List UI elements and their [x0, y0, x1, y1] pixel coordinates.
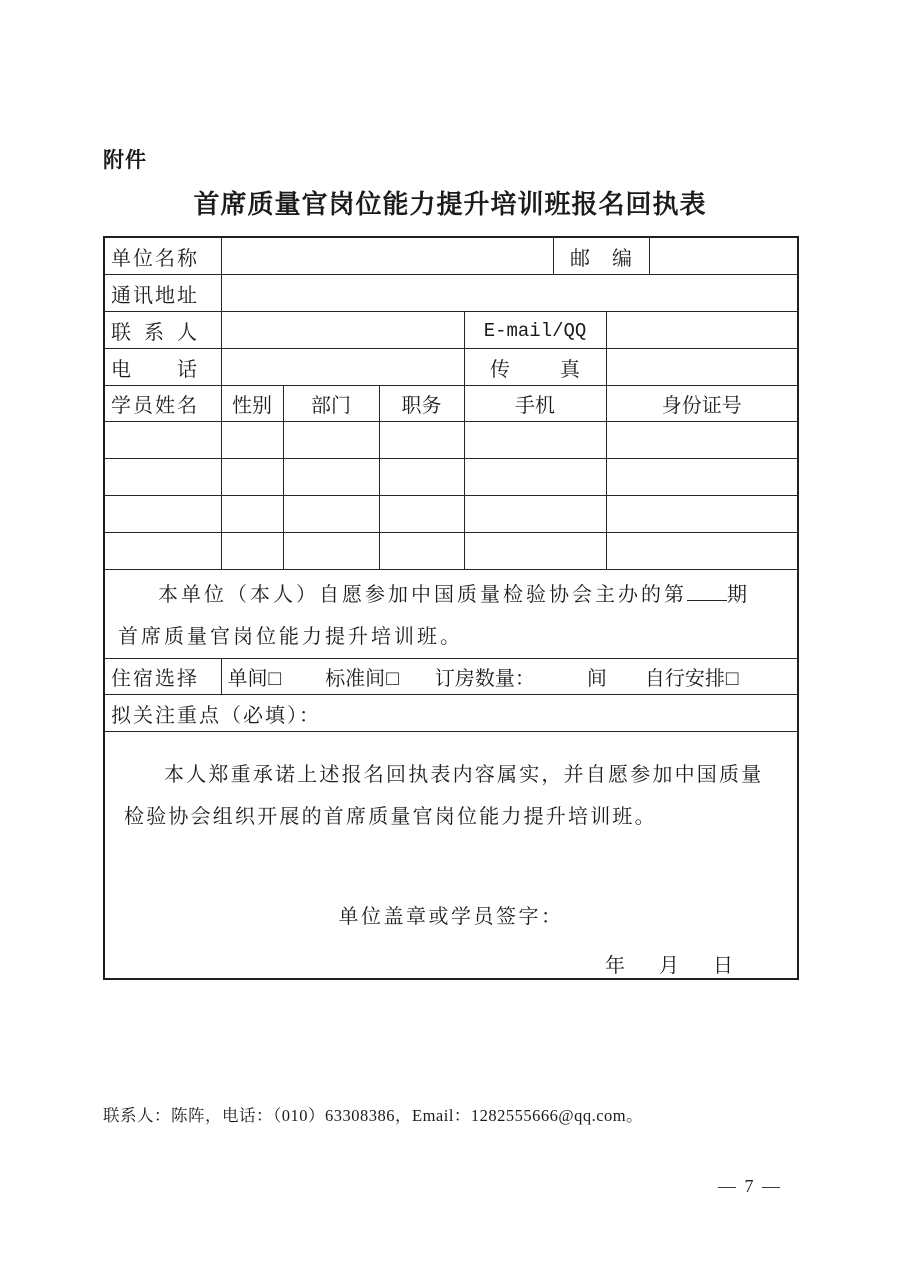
year-label: 年	[605, 955, 625, 977]
participation-text-before: 本单位（本人）自愿参加中国质量检验协会主办的第	[158, 584, 687, 606]
address-field	[221, 275, 798, 312]
focus-row	[104, 695, 798, 732]
participation-text-after: 期首席质量官岗位能力提升培训班。	[118, 584, 750, 648]
roster-header-row	[104, 386, 798, 422]
single-room-label: 单间	[227, 668, 268, 690]
commitment-row	[104, 732, 798, 980]
self-arrange-label: 自行安排	[644, 668, 725, 690]
booking-qty-label: 订房数量：	[434, 668, 535, 690]
single-room-option	[228, 668, 282, 690]
self-arrange-checkbox: □	[725, 666, 739, 690]
focus-section	[104, 695, 798, 732]
fax-field	[606, 349, 798, 386]
accommodation-label: 住宿选择	[104, 659, 221, 695]
roster-header-mobile: 手机	[464, 386, 606, 422]
accommodation-row	[104, 659, 798, 695]
roster-header-position: 职务	[379, 386, 464, 422]
registration-form-table	[103, 236, 799, 980]
roster-header-department: 部门	[283, 386, 379, 422]
address-label: 通讯地址	[104, 275, 221, 312]
session-number-blank	[687, 582, 727, 601]
email-label: E-mail/QQ	[464, 312, 606, 349]
self-arrange-option	[645, 668, 739, 690]
qty-unit-label: 间	[586, 668, 607, 690]
phone-label: 电话	[104, 349, 221, 386]
commitment-section	[104, 732, 798, 980]
table-row	[104, 422, 798, 459]
unit-name-label: 单位名称	[104, 237, 221, 275]
page-title: 首席质量官岗位能力提升培训班报名回执表	[193, 189, 707, 219]
footer-contact-info: 联系人：陈阵，电话：（010）63308386，Email：1282555666@qq.com。	[103, 1106, 644, 1125]
roster-header-name: 学员姓名	[104, 386, 221, 422]
commitment-statement: 本人郑重承诺上述报名回执表内容属实，并自愿参加中国质量检验协会组织开展的首席质量官岗位能力提升培训班。	[124, 764, 764, 828]
standard-room-checkbox: □	[386, 666, 399, 690]
fax-label: 传真	[464, 349, 606, 386]
phone-field	[221, 349, 464, 386]
page-number: — 7 —	[718, 1176, 782, 1196]
contact-label: 联系人	[104, 312, 221, 349]
date-line	[111, 949, 791, 978]
month-label: 月	[659, 955, 679, 977]
participation-statement	[118, 574, 767, 658]
unit-name-field	[221, 237, 553, 275]
address-row	[104, 275, 798, 312]
email-field	[606, 312, 798, 349]
standard-room-option	[325, 668, 399, 690]
contact-field	[221, 312, 464, 349]
postal-code-label: 邮编	[553, 237, 649, 275]
roster-header-id-number: 身份证号	[606, 386, 798, 422]
table-row	[104, 496, 798, 533]
contact-row	[104, 312, 798, 349]
phone-row	[104, 349, 798, 386]
day-label: 日	[713, 955, 733, 977]
attachment-label: 附件	[103, 149, 147, 172]
table-row	[104, 459, 798, 496]
participation-row	[104, 570, 798, 659]
accommodation-options	[221, 659, 798, 695]
signature-label: 单位盖章或学员签字：	[338, 906, 564, 928]
table-row	[104, 533, 798, 570]
single-room-checkbox: □	[268, 666, 282, 690]
standard-room-label: 标准间	[325, 668, 386, 690]
unit-name-row	[104, 237, 798, 275]
postal-code-field	[649, 237, 798, 275]
participation-section	[104, 570, 798, 659]
roster-header-gender: 性别	[221, 386, 283, 422]
focus-label: 拟关注重点（必填）：	[111, 704, 321, 727]
